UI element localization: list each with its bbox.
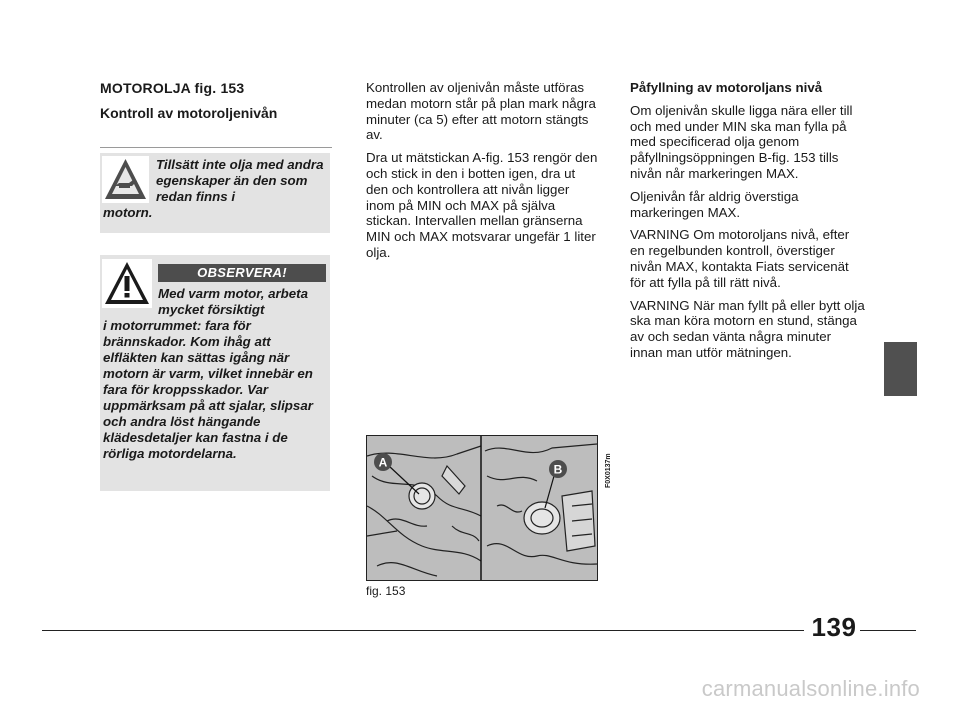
engine-figure: [366, 435, 598, 581]
left-column: [100, 80, 332, 121]
exclamation-triangle-icon: [102, 259, 152, 308]
heading-divider: [100, 147, 332, 148]
paragraph: VARNING När man fyllt på eller bytt olja ska man köra motorn en stund, stänga av och sedan vänta några minuter innan man utför mätningen.: [630, 297, 865, 360]
figure-caption: fig. 153: [366, 584, 406, 598]
engine-illustration: [367, 436, 597, 580]
paragraph: Dra ut mätstickan A-fig. 153 rengör den och stick in den i botten igen, dra ut den och kontrollera att nivån ligger inom på MIN och MAX på själva stickan. Intervallen mellan gränserna MIN och MAX motsvarar ungefär 1 liter olja.: [366, 150, 598, 260]
page-number: 139: [811, 612, 857, 642]
section-heading: Påfyllning av motoroljans nivå: [630, 80, 823, 95]
watermark: carmanualsonline.info: [701, 676, 920, 701]
paragraph: VARNING Om motoroljans nivå, efter en regelbunden kontroll, överstiger nivån MAX, kontakta Fiats servicenät för att fylla på till rätt nivå.: [630, 227, 850, 290]
section-subheading: Kontroll av motoroljenivån: [100, 105, 278, 121]
marker-b: B: [553, 462, 563, 477]
paragraph: Om oljenivån skulle ligga nära eller till och med under MIN ska man fylla på med specificerad olja genom påfyllningsöppningen B-fig. 153 tills nivån når markeringen MAX.: [630, 102, 853, 181]
footer-rule-left: [42, 630, 804, 631]
observe-label: OBSERVERA!: [158, 264, 326, 282]
section-heading: MOTOROLJA fig. 153: [100, 80, 245, 96]
observe-box: [100, 255, 330, 491]
figure-reference-code: [596, 432, 612, 492]
marker-a: A: [378, 455, 388, 470]
warning-box: [100, 153, 330, 233]
oil-can-warning-icon: [102, 156, 149, 203]
warning-text-indented: Tillsätt inte olja med andra egenskaper än den som redan finns i: [156, 157, 324, 204]
footer-rule-right: [860, 630, 916, 631]
observe-text-indented: Med varm motor, arbeta mycket försiktigt: [158, 286, 309, 317]
observe-text-full: i motorrummet: fara för brännskador. Kom ihåg att elfläkten kan sättas igång när motorn är varm, vilket innebär en fara för kroppsskador. Var uppmärksam på att sjalar, slipsar och andra löst hängande klädesdetaljer kan fastna i de rörliga motordelarna.: [103, 318, 313, 461]
paragraph: Kontrollen av oljenivån måste utföras medan motorn står på plan mark några minuter (ca 5) efter att motorn stängts av.: [366, 80, 596, 143]
middle-column: [366, 80, 598, 268]
figure-ref-text: F0X0137m: [605, 453, 612, 488]
right-column: [630, 80, 866, 368]
warning-text-full: motorn.: [103, 205, 153, 220]
paragraph: Oljenivån får aldrig överstiga markeringen MAX.: [630, 188, 799, 220]
chapter-tab: [884, 342, 917, 396]
